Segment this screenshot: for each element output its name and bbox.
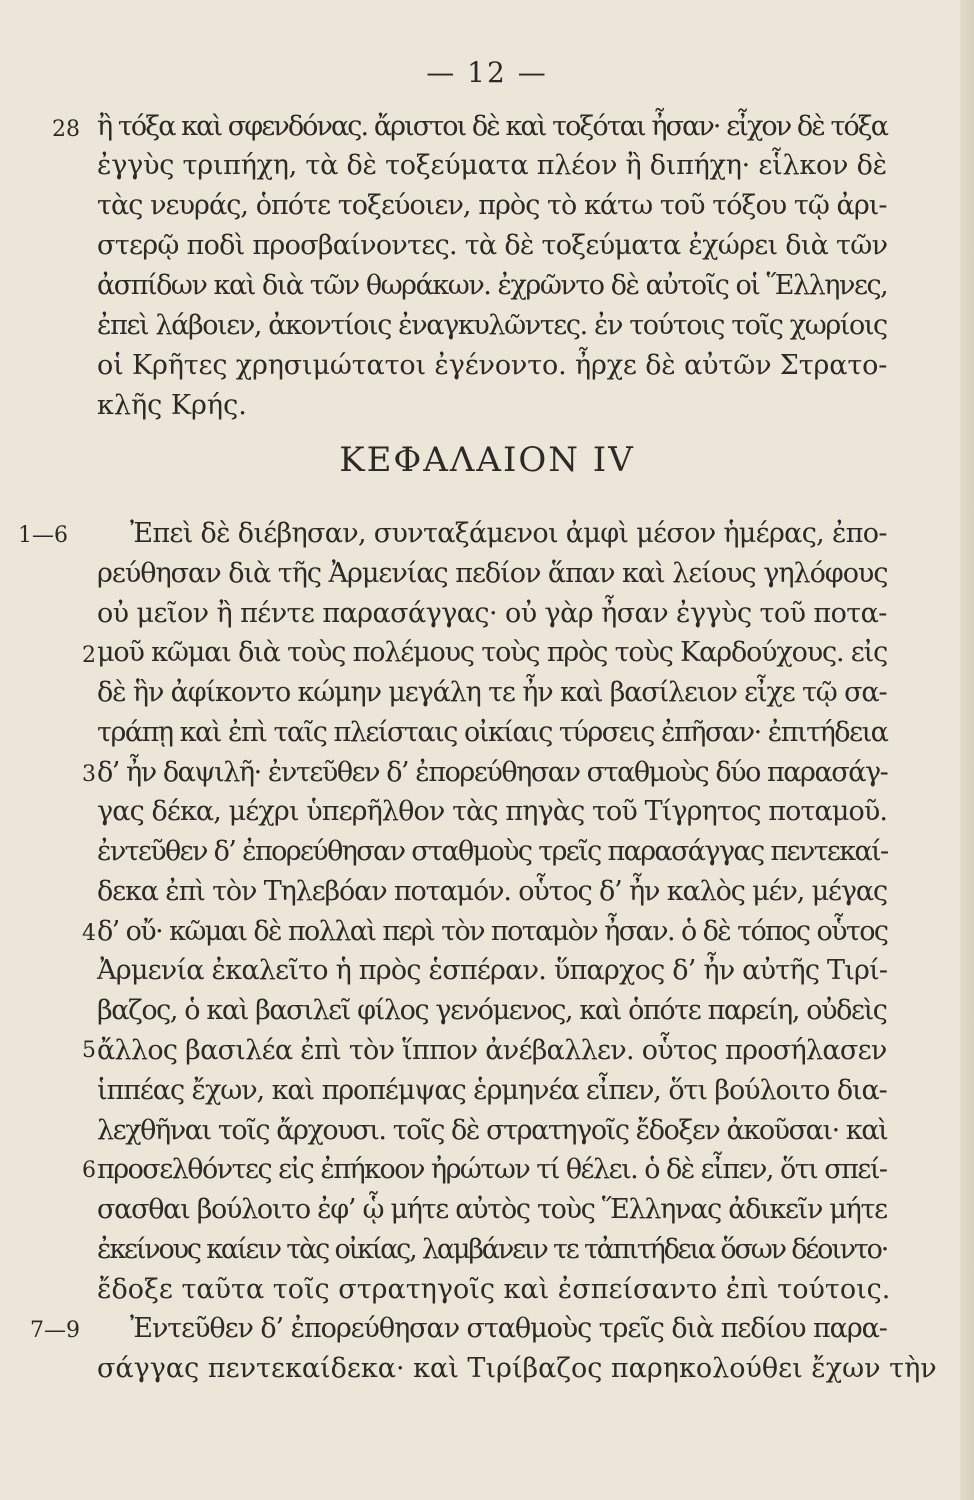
- text-line: ἔδοξε ταῦτα τοῖς στρατηγοῖς καὶ ἐσπείσαντο ἐπὶ τούτοις.: [97, 1274, 891, 1305]
- text-line: ἀσπίδων καὶ διὰ τῶν θωράκων. ἐχρῶντο δὲ αὐτοῖς οἱ Ἕλληνες,: [97, 270, 888, 301]
- text-line: οἱ Κρῆτες χρησιμώτατοι ἐγένοντο. ἦρχε δὲ αὐτῶν Στρατο-: [97, 350, 888, 381]
- text-line: στερῷ ποδὶ προσβαίνοντες. τὰ δὲ τοξεύματα ἐχώρει διὰ τῶν: [97, 230, 888, 261]
- text-line: ἐπεὶ λάβοιεν, ἀκοντίοις ἐναγκυλῶντες. ἐν τούτοις τοῖς χωρίοις: [97, 310, 887, 341]
- text-line: ἱππέας ἔχων, καὶ προπέμψας ἑρμηνέα εἶπεν, ὅτι βούλοιτο δια-: [97, 1075, 887, 1106]
- text-line: δ’ οὔ· κῶμαι δὲ πολλαὶ περὶ τὸν ποταμὸν ἦσαν. ὁ δὲ τόπος οὗτος: [97, 916, 888, 947]
- text-line: γας δέκα, μέχρι ὑπερῆλθον τὰς πηγὰς τοῦ Τίγρητος ποταμοῦ.: [97, 796, 888, 827]
- text-line: προσελθόντες εἰς ἐπήκοον ἠρώτων τί θέλει. ὁ δὲ εἶπεν, ὅτι σπεί-: [97, 1154, 887, 1185]
- text-line: Ἐντεῦθεν δ’ ἐπορεύθησαν σταθμοὺς τρεῖς διὰ πεδίου παρα-: [130, 1313, 887, 1344]
- text-line: ἢ τόξα καὶ σφενδόνας. ἄριστοι δὲ καὶ τοξόται ἦσαν· εἶχον δὲ τόξα: [97, 111, 888, 142]
- text-line: τὰς νευράς, ὁπότε τοξεύοιεν, πρὸς τὸ κάτω τοῦ τόξου τῷ ἀρι-: [97, 190, 887, 221]
- chapter-heading: ΚΕΦΑΛΑΙΟΝ IV: [339, 440, 635, 480]
- text-line: δὲ ἣν ἀφίκοντο κώμην μεγάλη τε ἦν καὶ βασίλειον εἶχε τῷ σα-: [97, 677, 887, 708]
- margin-number: 2: [82, 643, 96, 668]
- margin-number: 6: [82, 1158, 96, 1183]
- margin-number: 4: [82, 921, 96, 946]
- text-line: ἐκείνους καίειν τὰς οἰκίας, λαμβάνειν τε τἀπιτήδεια ὅσων δέοιντο·: [97, 1234, 888, 1265]
- text-line: ρεύθησαν διὰ τῆς Ἀρμενίας πεδίον ἅπαν καὶ λείους γηλόφους: [97, 558, 888, 589]
- margin-number: 5: [82, 1038, 96, 1063]
- text-line: μοῦ κῶμαι διὰ τοὺς πολέμους τοὺς πρὸς τοὺς Καρδούχους. εἰς: [97, 637, 888, 668]
- text-line: Ἀρμενία ἐκαλεῖτο ἡ πρὸς ἑσπέραν. ὕπαρχος δ’ ἦν αὐτῆς Τιρί-: [97, 955, 888, 986]
- page-number: — 12 —: [426, 56, 548, 89]
- margin-number: 1—6: [18, 523, 68, 548]
- text-line: τράπῃ καὶ ἐπὶ ταῖς πλείσταις οἰκίαις τύρσεις ἐπῆσαν· ἐπιτήδεια: [97, 717, 888, 748]
- text-line: σασθαι βούλοιτο ἐφ’ ᾧ μήτε αὐτὸς τοὺς Ἕλληνας ἀδικεῖν μήτε: [97, 1194, 887, 1225]
- margin-number: 7—9: [30, 1318, 80, 1343]
- text-line: βαζος, ὁ καὶ βασιλεῖ φίλος γενόμενος, καὶ ὁπότε παρείη, οὐδεὶς: [97, 995, 887, 1026]
- text-line: δ’ ἦν δαψιλῆ· ἐντεῦθεν δ’ ἐπορεύθησαν σταθμοὺς δύο παρασάγ-: [97, 757, 888, 788]
- text-line: δεκα ἐπὶ τὸν Τηλεβόαν ποταμόν. οὗτος δ’ ἦν καλὸς μέν, μέγας: [97, 876, 887, 907]
- margin-number: 3: [82, 762, 96, 787]
- text-line: κλῆς Κρής.: [97, 390, 247, 421]
- text-line: οὐ μεῖον ἢ πέντε παρασάγγας· οὐ γὰρ ἦσαν ἐγγὺς τοῦ ποτα-: [97, 598, 887, 629]
- page-edge: [960, 0, 974, 1500]
- margin-number: 28: [52, 117, 80, 142]
- text-line: Ἐπεὶ δὲ διέβησαν, συνταξάμενοι ἀμφὶ μέσον ἡμέρας, ἐπο-: [130, 518, 887, 549]
- text-line: λεχθῆναι τοῖς ἄρχουσι. τοῖς δὲ στρατηγοῖς ἔδοξεν ἀκοῦσαι· καὶ: [97, 1115, 888, 1146]
- text-line: ἐντεῦθεν δ’ ἐπορεύθησαν σταθμοὺς τρεῖς παρασάγγας πεντεκαί-: [97, 836, 888, 867]
- text-line: ἐγγὺς τριπήχη, τὰ δὲ τοξεύματα πλέον ἢ διπήχη· εἷλκον δὲ: [97, 150, 887, 181]
- text-line: ἄλλος βασιλέα ἐπὶ τὸν ἵππον ἀνέβαλλεν. οὗτος προσήλασεν: [97, 1035, 887, 1066]
- text-line: σάγγας πεντεκαίδεκα· καὶ Τιρίβαζος παρηκολούθει ἔχων τὴν: [97, 1353, 937, 1384]
